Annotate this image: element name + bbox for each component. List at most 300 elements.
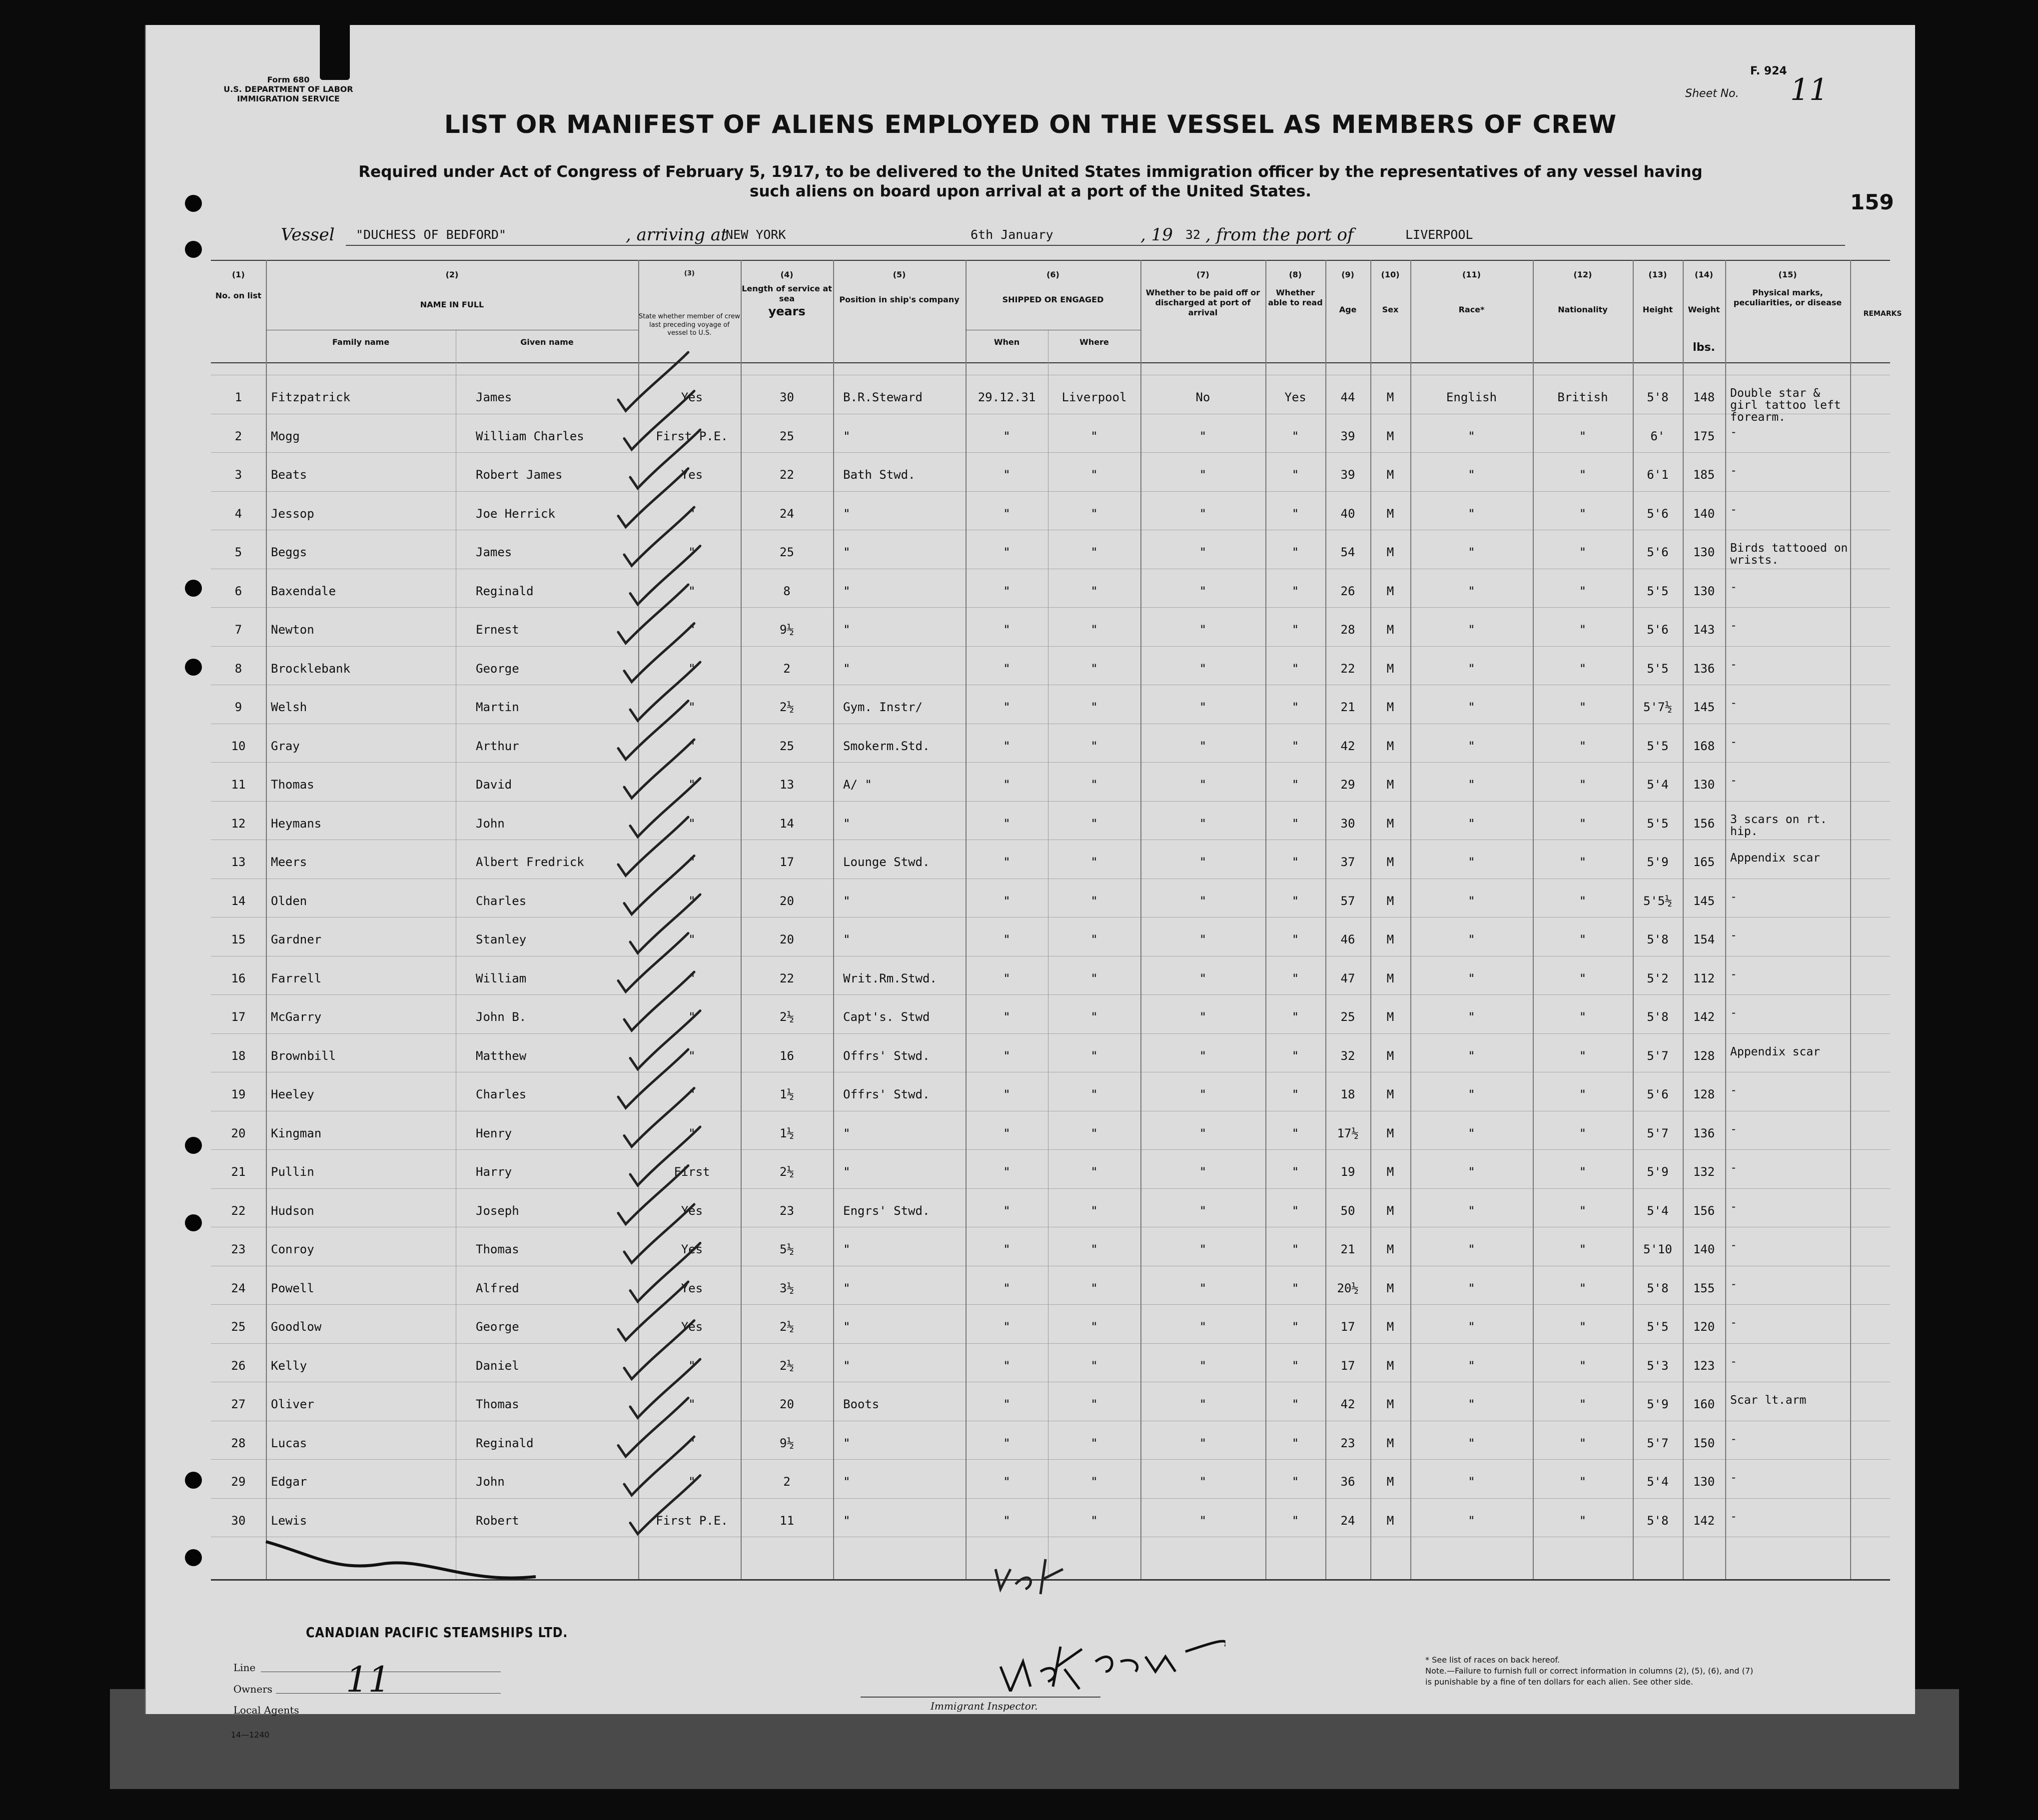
- cell-age: 40: [1340, 506, 1355, 521]
- cell-weight: 136: [1693, 661, 1715, 676]
- cell-no: 18: [231, 1048, 246, 1063]
- cell-sex: M: [1386, 778, 1394, 792]
- cell-nat: ": [1579, 623, 1587, 637]
- cell-height: 5'5: [1647, 739, 1669, 753]
- cell-prev: Yes: [681, 1242, 703, 1256]
- cell-age: 57: [1340, 894, 1355, 908]
- cell-nat: ": [1579, 506, 1587, 521]
- cell-age: 25: [1340, 1010, 1355, 1024]
- cell-family: Kingman: [271, 1126, 322, 1140]
- cell-no: 20: [231, 1126, 246, 1140]
- cell-race: ": [1468, 1242, 1475, 1256]
- cell-no: 17: [231, 1010, 246, 1024]
- cell-prev: Yes: [681, 468, 703, 482]
- cell-paid: ": [1199, 700, 1207, 714]
- cell-where: ": [1090, 1165, 1098, 1179]
- cell-position: ": [843, 584, 851, 598]
- cell-position: B.R.Steward: [843, 390, 923, 404]
- cell-no: 19: [231, 1087, 246, 1101]
- cell-weight: 112: [1693, 971, 1715, 985]
- cell-read: ": [1291, 623, 1299, 637]
- cell-race: ": [1468, 971, 1475, 985]
- cell-when: ": [1003, 1165, 1011, 1179]
- cell-prev: ": [688, 1010, 696, 1024]
- cell-family: Meers: [271, 855, 307, 869]
- cell-nat: ": [1579, 1397, 1587, 1411]
- cell-service: 14: [780, 816, 794, 831]
- cell-where: ": [1090, 1513, 1098, 1528]
- cell-weight: 156: [1693, 1203, 1715, 1218]
- cell-prev: ": [688, 855, 696, 869]
- col13-number: (13): [1648, 270, 1667, 279]
- col12-label: Nationality: [1558, 305, 1608, 314]
- agents-label: Local Agents: [233, 1704, 299, 1716]
- binder-hole: [185, 241, 202, 258]
- cell-marks: -: [1730, 619, 1737, 632]
- cell-when: ": [1003, 623, 1011, 637]
- check-mark: [624, 391, 694, 450]
- cell-height: 5'5: [1647, 816, 1669, 831]
- cell-when: ": [1003, 1281, 1011, 1295]
- cell-nat: British: [1557, 390, 1608, 404]
- cell-read: ": [1291, 468, 1299, 482]
- cell-given: Robert: [476, 1513, 519, 1528]
- cell-height: 5'5: [1647, 584, 1669, 598]
- cell-race: ": [1468, 855, 1475, 869]
- cell-read: ": [1291, 855, 1299, 869]
- col7-number: (7): [1196, 270, 1209, 279]
- cell-age: 22: [1340, 661, 1355, 676]
- cell-marks: Scar lt.arm: [1730, 1394, 1807, 1407]
- inspector-label: Immigrant Inspector.: [931, 1700, 1038, 1712]
- cell-given: James: [476, 390, 512, 404]
- binder-hole: [185, 1214, 202, 1231]
- cell-nat: ": [1579, 1203, 1587, 1218]
- check-mark: [618, 817, 688, 876]
- cell-position: ": [843, 429, 851, 443]
- cell-when: ": [1003, 1475, 1011, 1489]
- cell-weight: 130: [1693, 778, 1715, 792]
- cell-position: ": [843, 1165, 851, 1179]
- cell-when: ": [1003, 1320, 1011, 1334]
- cell-paid: ": [1199, 1513, 1207, 1528]
- cell-weight: 150: [1693, 1436, 1715, 1450]
- cell-no: 27: [231, 1397, 246, 1411]
- cell-nat: ": [1579, 778, 1587, 792]
- cell-race: ": [1468, 1048, 1475, 1063]
- cell-when: ": [1003, 1048, 1011, 1063]
- cell-nat: ": [1579, 1126, 1587, 1140]
- cell-family: Conroy: [271, 1242, 314, 1256]
- cell-race: ": [1468, 429, 1475, 443]
- cell-no: 15: [231, 932, 246, 946]
- check-mark: [630, 895, 700, 953]
- manifest-subtitle: Required under Act of Congress of February 5, 1917, to be delivered to the United States immigration officer by the representatives of any vessel having such aliens on board upon arrival at a port of the United States.: [358, 163, 1703, 200]
- cell-prev: ": [688, 1087, 696, 1101]
- cell-marks: -: [1730, 464, 1737, 477]
- family-name-header: Family name: [332, 337, 390, 347]
- col14-number: (14): [1695, 270, 1713, 279]
- cell-read: ": [1291, 429, 1299, 443]
- cell-service: 2: [783, 661, 791, 676]
- cell-nat: ": [1579, 1513, 1587, 1528]
- cell-sex: M: [1386, 1165, 1394, 1179]
- cell-paid: ": [1199, 584, 1207, 598]
- cell-where: ": [1090, 623, 1098, 637]
- cell-family: Edgar: [271, 1475, 307, 1489]
- binder-hole: [185, 1472, 202, 1489]
- cell-sex: M: [1386, 1010, 1394, 1024]
- cell-weight: 130: [1693, 1475, 1715, 1489]
- binder-hole: [185, 1549, 202, 1566]
- cell-given: Thomas: [476, 1397, 519, 1411]
- cell-prev: First P.E.: [656, 429, 728, 443]
- cell-no: 22: [231, 1203, 246, 1218]
- col2-number: (2): [445, 270, 459, 279]
- cell-given: William Charles: [476, 429, 584, 443]
- cell-height: 5'5: [1647, 1320, 1669, 1334]
- cell-paid: ": [1199, 1010, 1207, 1024]
- cell-sex: M: [1386, 816, 1394, 831]
- cell-marks: -: [1730, 1239, 1737, 1252]
- cell-service: 2½: [780, 700, 794, 714]
- cell-height: 5'4: [1647, 1475, 1669, 1489]
- cell-weight: 140: [1693, 1242, 1715, 1256]
- cell-sex: M: [1386, 739, 1394, 753]
- cell-given: William: [476, 971, 527, 985]
- check-mark: [624, 972, 694, 1030]
- cell-paid: ": [1199, 506, 1207, 521]
- cell-when: 29.12.31: [978, 390, 1036, 404]
- cell-family: Pullin: [271, 1165, 314, 1179]
- cell-given: James: [476, 545, 512, 559]
- cell-prev: Yes: [681, 390, 703, 404]
- check-mark: [624, 856, 694, 914]
- cell-height: 5'6: [1647, 623, 1669, 637]
- cell-where: ": [1090, 468, 1098, 482]
- cell-position: ": [843, 1242, 851, 1256]
- year-prefix: , 19: [1140, 225, 1173, 245]
- col8-number: (8): [1289, 270, 1302, 279]
- cell-weight: 136: [1693, 1126, 1715, 1140]
- cell-family: Hudson: [271, 1203, 314, 1218]
- cell-race: ": [1468, 1087, 1475, 1101]
- cell-position: Gym. Instr/: [843, 700, 923, 714]
- check-mark: [630, 662, 700, 721]
- vessel-label: Vessel: [281, 225, 335, 245]
- cell-weight: 145: [1693, 700, 1715, 714]
- cell-height: 5'7: [1647, 1436, 1669, 1450]
- binder-clip: [320, 20, 350, 80]
- col9-label: Age: [1339, 305, 1357, 314]
- cell-service: 9½: [780, 623, 794, 637]
- cell-read: ": [1291, 894, 1299, 908]
- cell-given: Harry: [476, 1165, 512, 1179]
- cell-service: 5½: [780, 1242, 794, 1256]
- cell-no: 7: [234, 623, 242, 637]
- cell-read: ": [1291, 739, 1299, 753]
- cell-age: 30: [1340, 816, 1355, 831]
- cell-service: 24: [780, 506, 794, 521]
- end-of-list-scrawl: [266, 1542, 536, 1578]
- cell-weight: 143: [1693, 623, 1715, 637]
- cell-weight: 155: [1693, 1281, 1715, 1295]
- cell-weight: 160: [1693, 1397, 1715, 1411]
- cell-when: ": [1003, 739, 1011, 753]
- cell-given: David: [476, 778, 512, 792]
- check-mark: [630, 1243, 700, 1302]
- cell-service: 8: [783, 584, 791, 598]
- col15-number: (15): [1778, 270, 1797, 279]
- cell-marks: Appendix scar: [1730, 1045, 1821, 1058]
- cell-prev: ": [688, 506, 696, 521]
- cell-height: 5'5½: [1643, 894, 1672, 908]
- cell-race: ": [1468, 1475, 1475, 1489]
- cell-marks: -: [1730, 1084, 1737, 1097]
- sheet-number: 11: [1790, 72, 1829, 107]
- cell-weight: 156: [1693, 816, 1715, 831]
- cell-given: Alfred: [476, 1281, 519, 1295]
- cell-sex: M: [1386, 932, 1394, 946]
- cell-given: Martin: [476, 700, 519, 714]
- check-mark: [624, 507, 694, 566]
- cell-prev: ": [688, 700, 696, 714]
- inspector-rule: [861, 1697, 1100, 1698]
- cell-race: ": [1468, 1010, 1475, 1024]
- cell-marks: -: [1730, 774, 1737, 787]
- cell-prev: ": [688, 971, 696, 985]
- cell-nat: ": [1579, 1358, 1587, 1373]
- cell-given: Matthew: [476, 1048, 527, 1063]
- cell-height: 5'7: [1647, 1126, 1669, 1140]
- cell-position: ": [843, 623, 851, 637]
- cell-marks: -: [1730, 1316, 1737, 1329]
- cell-where: ": [1090, 971, 1098, 985]
- cell-where: ": [1090, 1436, 1098, 1450]
- cell-race: ": [1468, 1126, 1475, 1140]
- cell-paid: ": [1199, 468, 1207, 482]
- cell-paid: ": [1199, 1242, 1207, 1256]
- cell-family: Lewis: [271, 1513, 307, 1528]
- cell-position: ": [843, 1358, 851, 1373]
- cell-read: ": [1291, 1242, 1299, 1256]
- cell-age: 19: [1340, 1165, 1355, 1179]
- cell-sex: M: [1386, 1203, 1394, 1218]
- cell-marks: -: [1730, 580, 1737, 594]
- cell-age: 46: [1340, 932, 1355, 946]
- cell-height: 6': [1650, 429, 1665, 443]
- cell-where: ": [1090, 1010, 1098, 1024]
- check-mark: [618, 1282, 688, 1340]
- cell-race: ": [1468, 1203, 1475, 1218]
- cell-nat: ": [1579, 1281, 1587, 1295]
- cell-age: 18: [1340, 1087, 1355, 1101]
- cell-race: ": [1468, 1320, 1475, 1334]
- vessel-name: "DUCHESS OF BEDFORD": [356, 227, 507, 242]
- given-name-header: Given name: [520, 337, 574, 347]
- cell-marks: -: [1730, 1161, 1737, 1174]
- cell-race: ": [1468, 739, 1475, 753]
- cell-when: ": [1003, 971, 1011, 985]
- cell-height: 5'4: [1647, 778, 1669, 792]
- cell-family: Mogg: [271, 429, 300, 443]
- cell-family: Fitzpatrick: [271, 390, 350, 404]
- cell-where: ": [1090, 700, 1098, 714]
- cell-where: ": [1090, 816, 1098, 831]
- cell-where: ": [1090, 545, 1098, 559]
- cell-nat: ": [1579, 661, 1587, 676]
- cell-sex: M: [1386, 623, 1394, 637]
- cell-position: ": [843, 545, 851, 559]
- cell-race: ": [1468, 1281, 1475, 1295]
- cell-race: ": [1468, 1165, 1475, 1179]
- cell-race: ": [1468, 1436, 1475, 1450]
- cell-when: ": [1003, 429, 1011, 443]
- cell-prev: ": [688, 1048, 696, 1063]
- cell-when: ": [1003, 468, 1011, 482]
- cell-where: ": [1090, 1087, 1098, 1101]
- cell-family: Thomas: [271, 778, 314, 792]
- col9-number: (9): [1341, 270, 1354, 279]
- cell-marks: Birds tattooed on wrists.: [1730, 542, 1848, 567]
- cell-sex: M: [1386, 1358, 1394, 1373]
- cell-given: Charles: [476, 1087, 527, 1101]
- cell-service: 13: [780, 778, 794, 792]
- cell-given: Henry: [476, 1126, 512, 1140]
- cell-when: ": [1003, 855, 1011, 869]
- cell-race: English: [1446, 390, 1497, 404]
- cell-family: Lucas: [271, 1436, 307, 1450]
- col7-label: Whether to be paid off or discharged at port of arrival: [1145, 288, 1260, 317]
- cell-weight: 140: [1693, 506, 1715, 521]
- year-suffix: 32: [1185, 227, 1201, 242]
- cell-family: Farrell: [271, 971, 322, 985]
- cell-prev: ": [688, 1358, 696, 1373]
- cell-nat: ": [1579, 700, 1587, 714]
- col4-number: (4): [780, 270, 794, 279]
- cell-prev: First P.E.: [656, 1513, 728, 1528]
- cell-marks: Appendix scar: [1730, 852, 1821, 865]
- cell-where: ": [1090, 778, 1098, 792]
- cell-given: Arthur: [476, 739, 519, 753]
- cell-when: ": [1003, 1358, 1011, 1373]
- cell-weight: 128: [1693, 1087, 1715, 1101]
- form-number: Form 680: [267, 75, 310, 84]
- cell-age: 37: [1340, 855, 1355, 869]
- company-stamp: CANADIAN PACIFIC STEAMSHIPS LTD.: [306, 1624, 568, 1641]
- cell-paid: ": [1199, 1203, 1207, 1218]
- cell-service: 22: [780, 971, 794, 985]
- cell-nat: ": [1579, 855, 1587, 869]
- cell-marks: -: [1730, 1277, 1737, 1291]
- cell-no: 10: [231, 739, 246, 753]
- stamp-number: 159: [1850, 190, 1894, 214]
- cell-when: ": [1003, 1513, 1011, 1528]
- cell-sex: M: [1386, 545, 1394, 559]
- cell-when: ": [1003, 1397, 1011, 1411]
- cell-race: ": [1468, 545, 1475, 559]
- cell-age: 39: [1340, 468, 1355, 482]
- cell-given: Charles: [476, 894, 527, 908]
- cell-paid: ": [1199, 778, 1207, 792]
- cell-sex: M: [1386, 1475, 1394, 1489]
- check-mark: [624, 624, 694, 682]
- cell-paid: ": [1199, 1358, 1207, 1373]
- cell-weight: 165: [1693, 855, 1715, 869]
- cell-given: John B.: [476, 1010, 527, 1024]
- cell-given: John: [476, 1475, 505, 1489]
- cell-where: ": [1090, 1281, 1098, 1295]
- cell-read: ": [1291, 700, 1299, 714]
- cell-nat: ": [1579, 1475, 1587, 1489]
- cell-position: Offrs' Stwd.: [843, 1048, 930, 1063]
- cell-age: 50: [1340, 1203, 1355, 1218]
- cell-position: Engrs' Stwd.: [843, 1203, 930, 1218]
- cell-prev: Yes: [681, 1281, 703, 1295]
- cell-nat: ": [1579, 1436, 1587, 1450]
- cell-height: 5'7½: [1643, 700, 1672, 714]
- cell-read: ": [1291, 661, 1299, 676]
- cell-paid: ": [1199, 894, 1207, 908]
- cell-marks: -: [1730, 1006, 1737, 1019]
- cell-marks: -: [1730, 929, 1737, 942]
- check-mark: [618, 933, 688, 992]
- binder-hole: [185, 580, 202, 597]
- check-mark: [630, 1011, 700, 1069]
- cell-position: ": [843, 932, 851, 946]
- cell-nat: ": [1579, 1165, 1587, 1179]
- cell-age: 36: [1340, 1475, 1355, 1489]
- cell-age: 42: [1340, 1397, 1355, 1411]
- check-mark: [618, 1166, 688, 1224]
- cell-marks: -: [1730, 1200, 1737, 1213]
- cell-where: ": [1090, 506, 1098, 521]
- cell-service: 25: [780, 545, 794, 559]
- cell-when: ": [1003, 700, 1011, 714]
- cell-age: 44: [1340, 390, 1355, 404]
- cell-where: ": [1090, 1242, 1098, 1256]
- cell-service: 2½: [780, 1320, 794, 1334]
- cell-no: 9: [234, 700, 242, 714]
- cell-race: ": [1468, 1513, 1475, 1528]
- cell-weight: 132: [1693, 1165, 1715, 1179]
- col15-label: Physical marks, peculiarities, or disease: [1733, 288, 1842, 307]
- races-note: * See list of races on back hereof.: [1425, 1655, 1560, 1665]
- cell-position: ": [843, 1126, 851, 1140]
- inspector-signature: [996, 1632, 1225, 1692]
- cell-given: Albert Fredrick: [476, 855, 584, 869]
- cell-age: 47: [1340, 971, 1355, 985]
- cell-service: 25: [780, 739, 794, 753]
- cell-race: ": [1468, 932, 1475, 946]
- check-mark: [618, 585, 688, 643]
- col1-label: No. on list: [215, 291, 262, 300]
- cell-marks: -: [1730, 890, 1737, 904]
- cell-nat: ": [1579, 971, 1587, 985]
- cell-family: Brocklebank: [271, 661, 350, 676]
- cell-race: ": [1468, 661, 1475, 676]
- cell-given: Daniel: [476, 1358, 519, 1373]
- cell-height: 5'8: [1647, 932, 1669, 946]
- cell-prev: ": [688, 661, 696, 676]
- cell-read: ": [1291, 1126, 1299, 1140]
- cell-nat: ": [1579, 429, 1587, 443]
- cell-weight: 168: [1693, 739, 1715, 753]
- cell-service: 20: [780, 932, 794, 946]
- cell-height: 5'9: [1647, 1165, 1669, 1179]
- cell-service: 2½: [780, 1010, 794, 1024]
- cell-paid: ": [1199, 1126, 1207, 1140]
